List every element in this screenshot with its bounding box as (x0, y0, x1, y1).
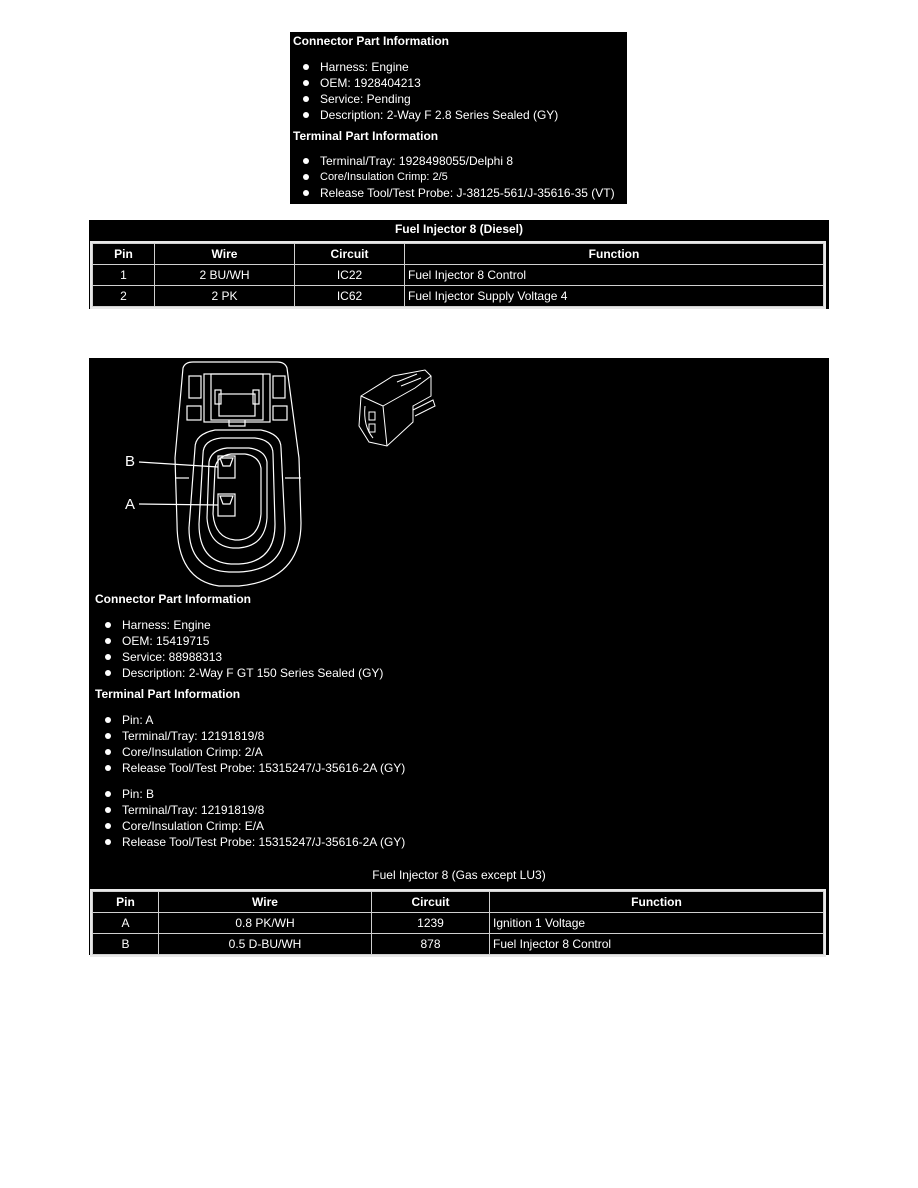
cell-function: Ignition 1 Voltage (490, 913, 824, 934)
cell-function: Fuel Injector 8 Control (490, 934, 824, 955)
cell-pin: 2 (93, 286, 155, 307)
list-item: Service: 88988313 (96, 649, 383, 665)
connector-part-info-list (294, 59, 558, 123)
table-row (93, 913, 824, 934)
list-item: Terminal/Tray: 12191819/8 (96, 802, 405, 818)
cell-circuit: 878 (372, 934, 490, 955)
cell-function: Fuel Injector 8 Control (405, 265, 824, 286)
cell-wire: 0.8 PK/WH (159, 913, 372, 934)
cell-circuit: IC62 (295, 286, 405, 307)
cell-wire: 2 BU/WH (155, 265, 295, 286)
terminal-part-info-list (294, 153, 615, 201)
cell-circuit: IC22 (295, 265, 405, 286)
list-item: Core/Insulation Crimp: 2/A (96, 744, 405, 760)
pin-a-terminal-list (96, 712, 405, 776)
list-item: Harness: Engine (294, 59, 558, 75)
header-circuit: Circuit (372, 892, 490, 913)
diesel-pinout-table (92, 243, 824, 307)
cell-function: Fuel Injector Supply Voltage 4 (405, 286, 824, 307)
cell-circuit: 1239 (372, 913, 490, 934)
cell-wire: 2 PK (155, 286, 295, 307)
connector-part-info-list (96, 617, 383, 681)
gas-pinout-table (92, 891, 824, 955)
header-pin: Pin (93, 892, 159, 913)
header-function: Function (490, 892, 824, 913)
table-header-row (93, 892, 824, 913)
gas-connector-panel (89, 358, 829, 955)
terminal-part-info-heading: Terminal Part Information (293, 129, 439, 143)
header-pin: Pin (93, 244, 155, 265)
list-item: Harness: Engine (96, 617, 383, 633)
table-row (93, 934, 824, 955)
cell-wire: 0.5 D-BU/WH (159, 934, 372, 955)
list-item: Core/Insulation Crimp: E/A (96, 818, 405, 834)
list-item: Description: 2-Way F GT 150 Series Sealed (GY) (96, 665, 383, 681)
list-item: Release Tool/Test Probe: J-38125-561/J-35616-35 (VT) (294, 185, 615, 201)
header-wire: Wire (155, 244, 295, 265)
list-item: Terminal/Tray: 12191819/8 (96, 728, 405, 744)
connector-part-info-heading: Connector Part Information (95, 592, 252, 606)
list-item: Pin: A (96, 712, 405, 728)
list-item: Service: Pending (294, 91, 558, 107)
pin-b-terminal-list (96, 786, 405, 850)
cell-pin: A (93, 913, 159, 934)
list-item: OEM: 1928404213 (294, 75, 558, 91)
cell-pin: B (93, 934, 159, 955)
table-header-row (93, 244, 824, 265)
diesel-table-title: Fuel Injector 8 (Diesel) (394, 222, 524, 236)
list-item: Description: 2-Way F 2.8 Series Sealed (GY) (294, 107, 558, 123)
connector-part-info-heading: Connector Part Information (293, 34, 450, 48)
list-item: Pin: B (96, 786, 405, 802)
connector-face-diagram (89, 358, 349, 588)
header-circuit: Circuit (295, 244, 405, 265)
list-item: OEM: 15419715 (96, 633, 383, 649)
list-item: Terminal/Tray: 1928498055/Delphi 8 (294, 153, 615, 169)
list-item: Release Tool/Test Probe: 15315247/J-35616-2A (GY) (96, 760, 405, 776)
list-item: Core/Insulation Crimp: 2/5 (294, 169, 615, 185)
cell-pin: 1 (93, 265, 155, 286)
diesel-pinout-panel (89, 220, 829, 309)
pin-label-a: A (125, 496, 136, 513)
table-row (93, 265, 824, 286)
terminal-part-info-heading: Terminal Part Information (95, 687, 241, 701)
list-item: Release Tool/Test Probe: 15315247/J-35616-2A (GY) (96, 834, 405, 850)
table-row (93, 286, 824, 307)
header-function: Function (405, 244, 824, 265)
diesel-connector-info-panel (290, 32, 627, 204)
connector-isometric-diagram (353, 366, 443, 456)
pin-label-b: B (125, 453, 136, 470)
header-wire: Wire (159, 892, 372, 913)
gas-table-title: Fuel Injector 8 (Gas except LU3) (372, 868, 546, 882)
